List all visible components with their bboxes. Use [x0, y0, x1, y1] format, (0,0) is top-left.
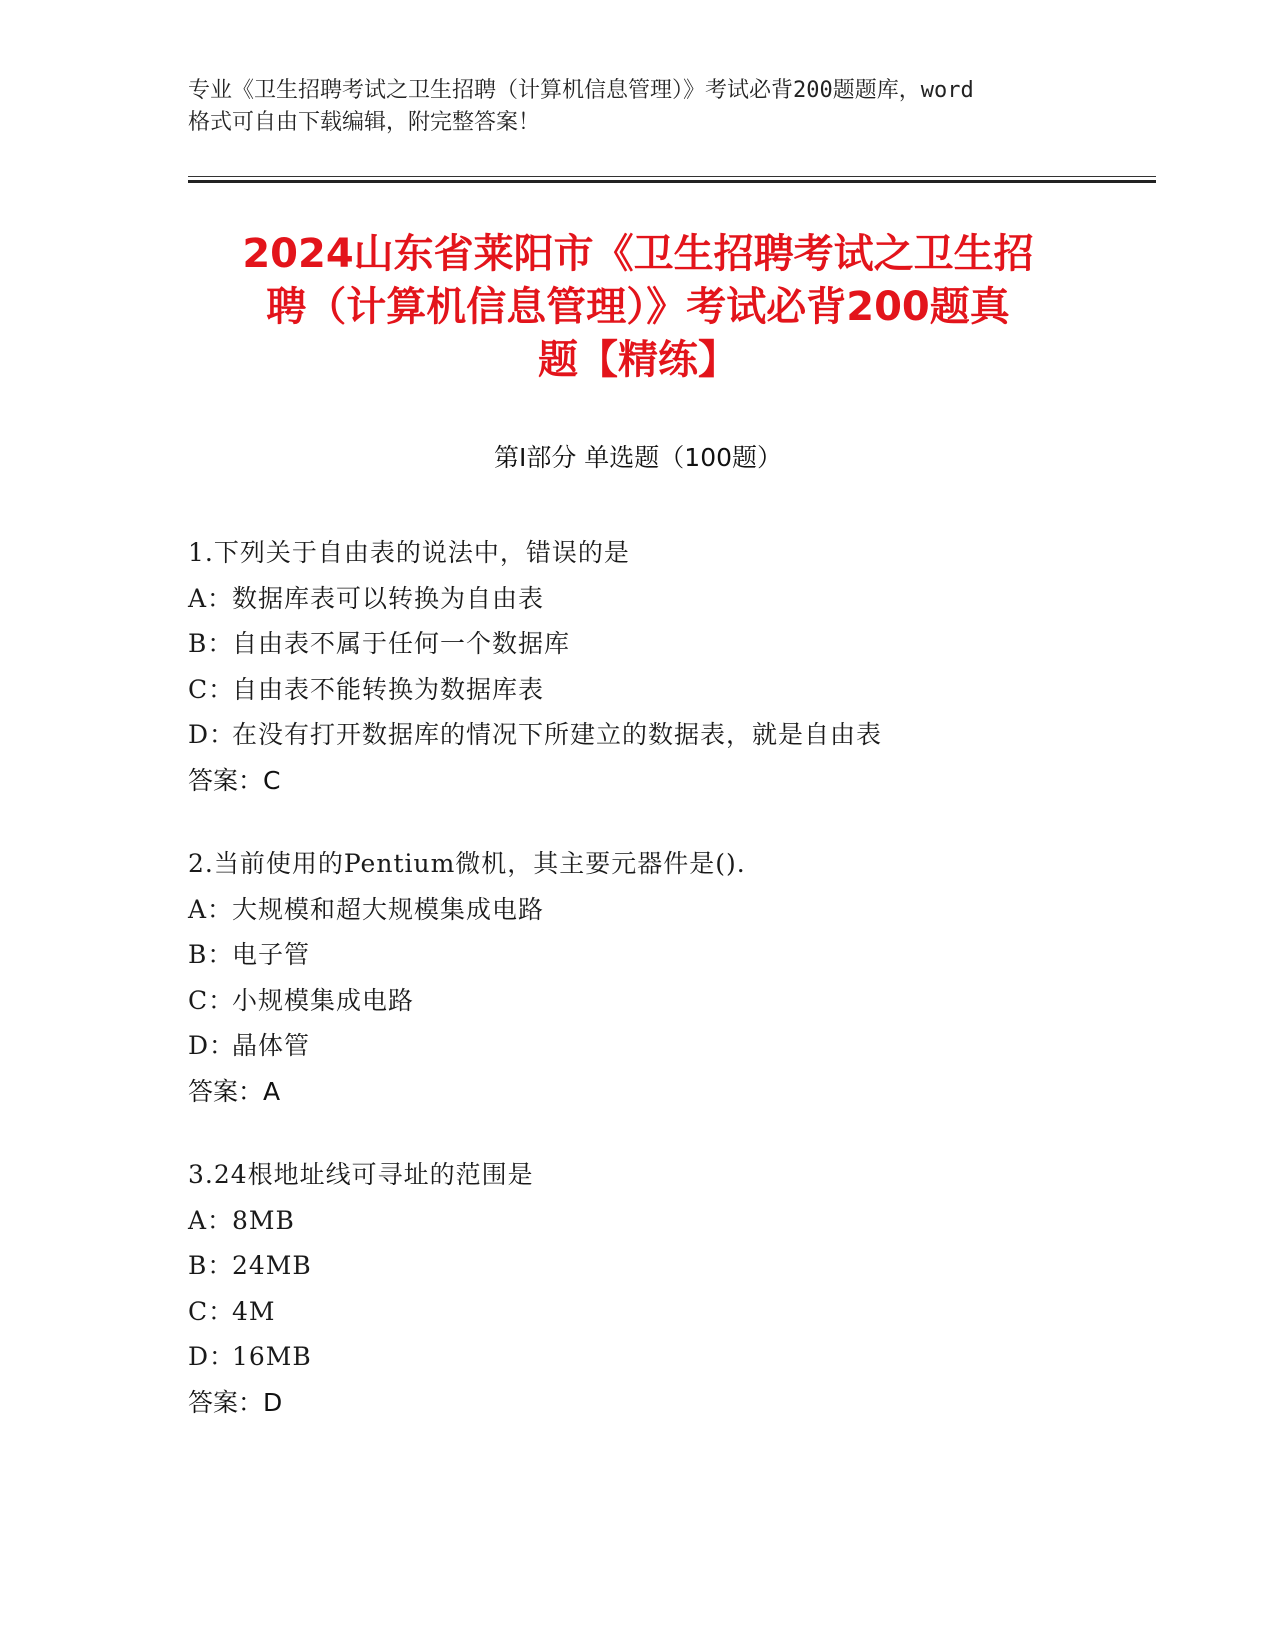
- option-text: 自由表不能转换为数据库表: [232, 674, 545, 704]
- option-letter: B：: [188, 629, 234, 658]
- option-text: 电子管: [232, 940, 311, 969]
- option-text: 晶体管: [232, 1031, 311, 1060]
- option-letter: D：: [188, 720, 236, 749]
- option-text: 数据库表可以转换为自由表: [232, 583, 545, 613]
- question-1: [188, 530, 1148, 803]
- option-text: 16MB: [232, 1342, 312, 1371]
- document-title: [188, 228, 1088, 387]
- document-title-line-1: 2024山东省莱阳市《卫生招聘考试之卫生招: [242, 231, 1034, 277]
- option-letter: A：: [188, 583, 234, 613]
- document-title-line-2: 聘（计算机信息管理）》考试必背200题真: [266, 284, 1010, 330]
- option-letter: C：: [188, 985, 235, 1015]
- option-text: 小规模集成电路: [232, 985, 415, 1015]
- option-text: 8MB: [232, 1205, 295, 1235]
- option-letter: A：: [188, 894, 234, 924]
- header-note-line-2: 格式可自由下载编辑，附完整答案！: [188, 110, 541, 135]
- option-letter: C：: [188, 674, 235, 704]
- option-d: [188, 712, 1148, 758]
- header-note: [188, 75, 1088, 139]
- document-title-line-3: 题【精练】: [538, 337, 738, 383]
- option-b: [188, 1243, 1148, 1289]
- header-divider-thick: [188, 180, 1156, 183]
- option-c: [188, 1289, 1148, 1335]
- question-stem: 2.当前使用的Pentium微机，其主要元器件是().: [188, 849, 746, 878]
- answer: 答案：C: [188, 765, 281, 795]
- answer: 答案：A: [188, 1076, 281, 1106]
- question-3: [188, 1152, 1148, 1425]
- option-a: [188, 1198, 1148, 1244]
- question-stem: 3.24根地址线可寻址的范围是: [188, 1160, 534, 1189]
- option-letter: A：: [188, 1205, 234, 1235]
- question-list: [188, 530, 1148, 1463]
- answer: 答案：D: [188, 1387, 283, 1417]
- option-letter: C：: [188, 1296, 235, 1326]
- header-divider-thin: [188, 176, 1156, 177]
- option-c: [188, 978, 1148, 1024]
- option-d: [188, 1334, 1148, 1380]
- option-letter: D：: [188, 1031, 236, 1060]
- question-stem: 1.下列关于自由表的说法中，错误的是: [188, 538, 630, 567]
- option-letter: D：: [188, 1342, 236, 1371]
- option-a: [188, 576, 1148, 622]
- header-note-line-1: 专业《卫生招聘考试之卫生招聘（计算机信息管理）》考试必背200题题库，word: [188, 78, 974, 103]
- option-text: 自由表不属于任何一个数据库: [232, 629, 571, 658]
- option-d: [188, 1023, 1148, 1069]
- question-2: [188, 841, 1148, 1114]
- option-text: 大规模和超大规模集成电路: [232, 894, 545, 924]
- option-b: [188, 932, 1148, 978]
- option-text: 4M: [232, 1296, 276, 1326]
- option-a: [188, 887, 1148, 933]
- option-letter: B：: [188, 1251, 234, 1280]
- option-text: 在没有打开数据库的情况下所建立的数据表，就是自由表: [232, 720, 883, 749]
- section-title: 第Ⅰ部分 单选题（100题）: [493, 443, 783, 472]
- option-text: 24MB: [232, 1251, 312, 1280]
- option-b: [188, 621, 1148, 667]
- option-c: [188, 667, 1148, 713]
- option-letter: B：: [188, 940, 234, 969]
